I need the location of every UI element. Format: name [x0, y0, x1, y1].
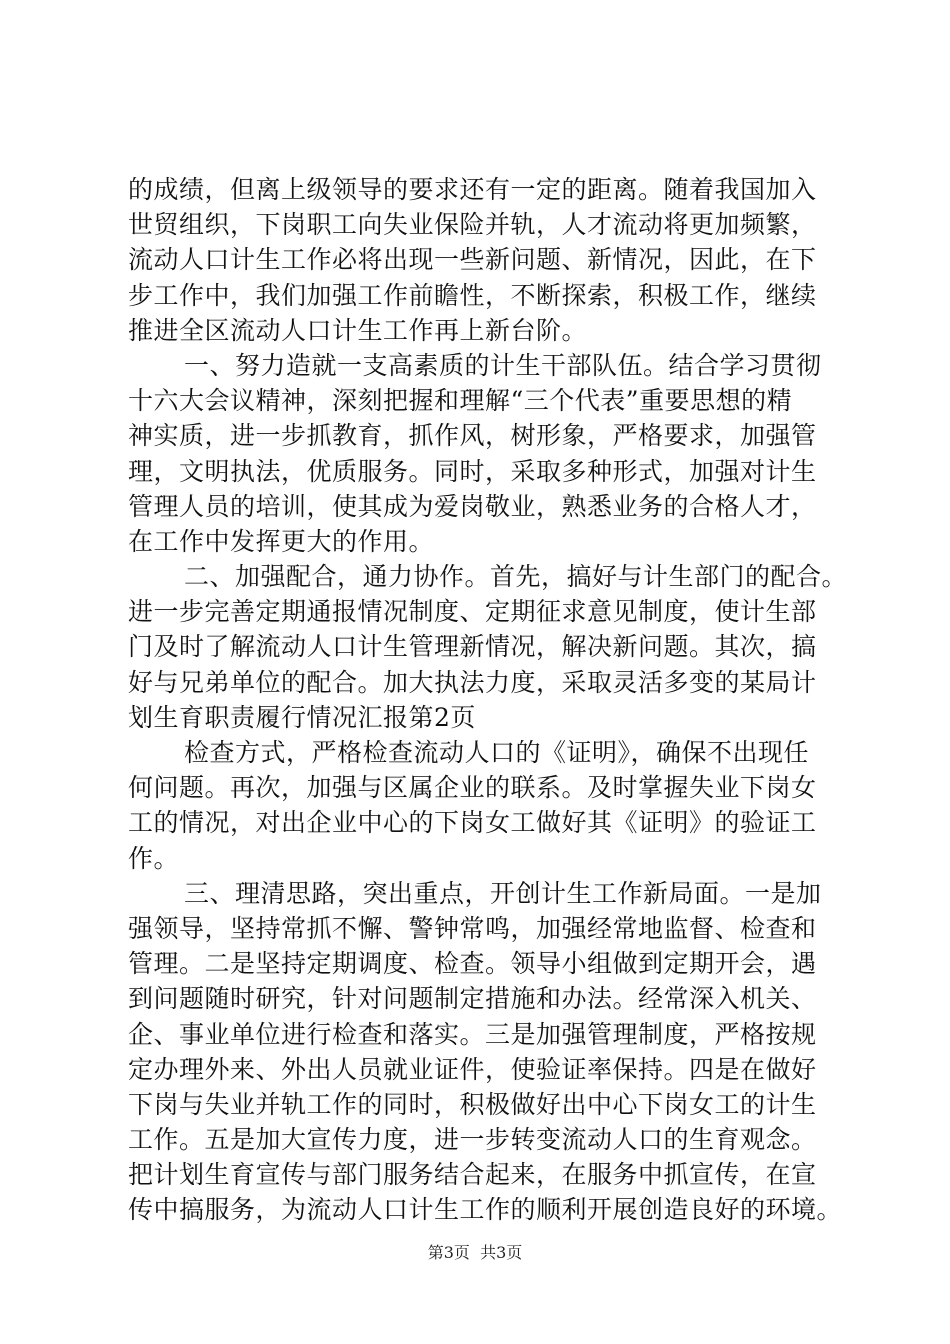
text-line: 下岗与失业并轨工作的同时，积极做好出中心下岗女工的计生: [128, 1089, 817, 1119]
text-line: 门及时了解流动人口计生管理新情况，解决新问题。其次，搞: [128, 632, 817, 662]
text-line: 进一步完善定期通报情况制度、定期征求意见制度，使计生部: [128, 597, 817, 627]
text-line: 强领导，坚持常抓不懈、警钟常鸣，加强经常地监督、检查和: [128, 913, 817, 943]
page-total: 共3页: [480, 1243, 523, 1262]
page-footer: [0, 1243, 950, 1263]
text-line: 好与兄弟单位的配合。加大执法力度，采取灵活多变的某局计: [128, 667, 817, 697]
text-line: 推进全区流动人口计生工作再上新台阶。: [128, 315, 588, 345]
text-line: 神实质，进一步抓教育，抓作风，树形象，严格要求，加强管: [128, 421, 817, 451]
text-line: 二、加强配合，通力协作。首先，搞好与计生部门的配合。: [184, 562, 848, 592]
text-line: 的成绩，但离上级领导的要求还有一定的距离。随着我国加入: [128, 175, 817, 204]
text-line: 何问题。再次，加强与区属企业的联系。及时掌握失业下岗女: [128, 773, 817, 803]
text-line: 理，文明执法，优质服务。同时，采取多种形式，加强对计生: [128, 456, 817, 486]
text-line: 十六大会议精神，深刻把握和理解“三个代表”重要思想的精: [128, 386, 793, 416]
text-line: 检查方式，严格检查流动人口的《证明》，确保不出现任: [184, 738, 810, 767]
text-line: 三、理清思路，突出重点，开创计生工作新局面。一是加: [184, 878, 822, 908]
text-line: 步工作中，我们加强工作前瞻性，不断探索，积极工作，继续: [128, 280, 817, 310]
text-line: 传中搞服务，为流动人口计生工作的顺利开展创造良好的环境。: [128, 1195, 843, 1225]
text-line: 定办理外来、外出人员就业证件，使验证率保持。四是在做好: [128, 1054, 817, 1084]
text-line: 在工作中发挥更大的作用。: [128, 526, 435, 556]
page-number: 第3页: [427, 1243, 470, 1262]
text-line: 企、事业单位进行检查和落实。三是加强管理制度，严格按规: [128, 1019, 817, 1049]
text-line: 把计划生育宣传与部门服务结合起来，在服务中抓宣传，在宣: [128, 1160, 817, 1190]
text-line: 世贸组织，下岗职工向失业保险并轨，人才流动将更加频繁，: [128, 210, 817, 240]
document-body: [128, 172, 848, 1228]
text-line: 一、努力造就一支高素质的计生干部队伍。结合学习贯彻: [184, 350, 822, 380]
text-line: 作。: [128, 843, 180, 873]
text-line: 管理。二是坚持定期调度、检查。领导小组做到定期开会，遇: [128, 949, 817, 979]
text-line: 工作。五是加大宣传力度，进一步转变流动人口的生育观念。: [128, 1125, 817, 1155]
text-line: 管理人员的培训，使其成为爱岗敬业，熟悉业务的合格人才，: [128, 491, 817, 521]
text-line: 到问题随时研究，针对问题制定措施和办法。经常深入机关、: [128, 984, 817, 1014]
text-line: 流动人口计生工作必将出现一些新问题、新情况，因此，在下: [128, 245, 817, 275]
text-line: 工的情况，对出企业中心的下岗女工做好其《证明》的验证工: [128, 808, 817, 838]
text-line: 划生育职责履行情况汇报第2页: [128, 702, 476, 732]
